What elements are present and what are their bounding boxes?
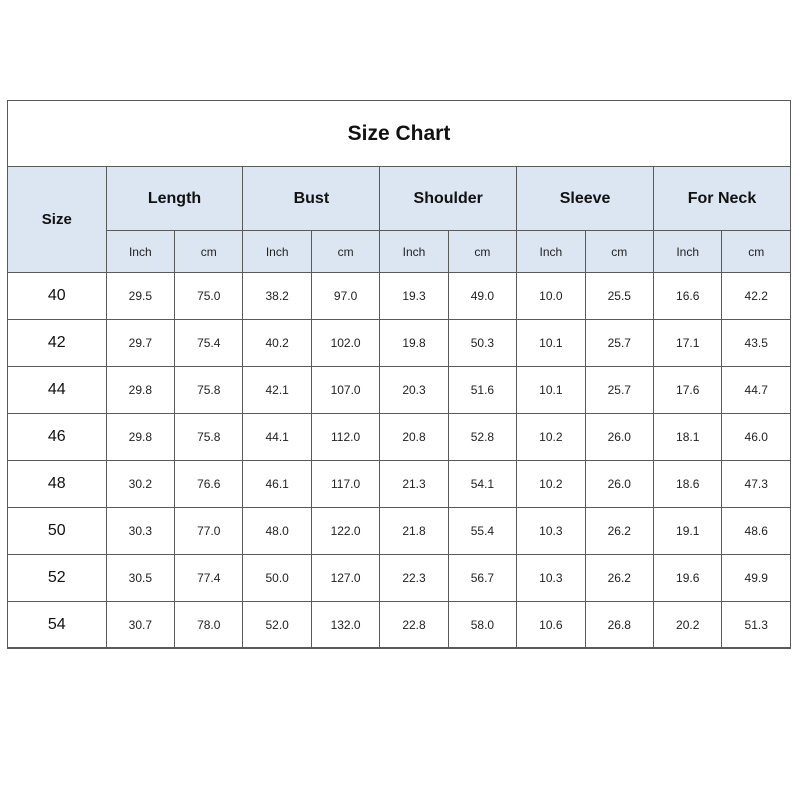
- measurement-cell: 16.6: [653, 273, 721, 320]
- chart-title: Size Chart: [8, 101, 791, 167]
- measurement-cell: 10.1: [517, 320, 585, 367]
- measurement-cell: 26.2: [585, 555, 653, 602]
- measurement-cell: 51.6: [448, 367, 516, 414]
- size-row: [8, 320, 791, 367]
- sleeve-header: Sleeve: [517, 167, 654, 231]
- measurement-cell: 26.0: [585, 461, 653, 508]
- measurement-cell: 25.5: [585, 273, 653, 320]
- measurement-cell: 75.8: [175, 414, 243, 461]
- measurement-cell: 44.1: [243, 414, 311, 461]
- for-neck-header: For Neck: [653, 167, 790, 231]
- measurement-cell: 49.9: [722, 555, 791, 602]
- measurement-cell: 10.0: [517, 273, 585, 320]
- measurement-cell: 56.7: [448, 555, 516, 602]
- unit-header-cm: cm: [722, 231, 791, 273]
- measurement-cell: 77.0: [175, 508, 243, 555]
- size-row: [8, 461, 791, 508]
- measurement-cell: 10.2: [517, 414, 585, 461]
- unit-header-inch: Inch: [106, 231, 174, 273]
- measurement-cell: 19.3: [380, 273, 448, 320]
- measurement-cell: 58.0: [448, 602, 516, 649]
- measurement-cell: 107.0: [311, 367, 379, 414]
- size-row: [8, 508, 791, 555]
- measurement-cell: 38.2: [243, 273, 311, 320]
- size-value: 46: [8, 414, 107, 461]
- measurement-cell: 17.1: [653, 320, 721, 367]
- size-row: [8, 273, 791, 320]
- measurement-cell: 42.1: [243, 367, 311, 414]
- measurement-cell: 21.3: [380, 461, 448, 508]
- measurement-cell: 52.8: [448, 414, 516, 461]
- size-value: 52: [8, 555, 107, 602]
- measurement-cell: 47.3: [722, 461, 791, 508]
- measurement-cell: 75.8: [175, 367, 243, 414]
- measurement-cell: 75.4: [175, 320, 243, 367]
- measurement-cell: 10.6: [517, 602, 585, 649]
- size-value: 50: [8, 508, 107, 555]
- unit-header-cm: cm: [175, 231, 243, 273]
- size-value: 40: [8, 273, 107, 320]
- size-row: [8, 555, 791, 602]
- measurement-cell: 29.7: [106, 320, 174, 367]
- measurement-cell: 50.0: [243, 555, 311, 602]
- size-value: 54: [8, 602, 107, 649]
- measurement-cell: 46.1: [243, 461, 311, 508]
- measurement-cell: 30.3: [106, 508, 174, 555]
- size-value: 42: [8, 320, 107, 367]
- measurement-cell: 20.8: [380, 414, 448, 461]
- measurement-cell: 21.8: [380, 508, 448, 555]
- size-chart-table: [7, 100, 791, 649]
- measurement-cell: 54.1: [448, 461, 516, 508]
- measurement-cell: 22.8: [380, 602, 448, 649]
- length-header: Length: [106, 167, 243, 231]
- measurement-cell: 18.1: [653, 414, 721, 461]
- measurement-cell: 46.0: [722, 414, 791, 461]
- measurement-cell: 75.0: [175, 273, 243, 320]
- measurement-cell: 122.0: [311, 508, 379, 555]
- measurement-cell: 127.0: [311, 555, 379, 602]
- unit-header-cm: cm: [311, 231, 379, 273]
- measurement-cell: 30.5: [106, 555, 174, 602]
- measurement-cell: 102.0: [311, 320, 379, 367]
- unit-header-cm: cm: [448, 231, 516, 273]
- measurement-cell: 30.2: [106, 461, 174, 508]
- unit-header-inch: Inch: [653, 231, 721, 273]
- measurement-cell: 20.3: [380, 367, 448, 414]
- measurement-cell: 19.1: [653, 508, 721, 555]
- measurement-cell: 19.6: [653, 555, 721, 602]
- measurement-cell: 29.8: [106, 367, 174, 414]
- measurement-cell: 40.2: [243, 320, 311, 367]
- measurement-cell: 112.0: [311, 414, 379, 461]
- measurement-cell: 26.0: [585, 414, 653, 461]
- size-value: 48: [8, 461, 107, 508]
- measurement-cell: 22.3: [380, 555, 448, 602]
- measurement-cell: 48.6: [722, 508, 791, 555]
- measurement-cell: 17.6: [653, 367, 721, 414]
- shoulder-header: Shoulder: [380, 167, 517, 231]
- measurement-cell: 10.3: [517, 508, 585, 555]
- measurement-cell: 29.8: [106, 414, 174, 461]
- unit-header-inch: Inch: [380, 231, 448, 273]
- measurement-cell: 117.0: [311, 461, 379, 508]
- unit-header-cm: cm: [585, 231, 653, 273]
- unit-header-inch: Inch: [243, 231, 311, 273]
- measurement-cell: 42.2: [722, 273, 791, 320]
- size-row: [8, 602, 791, 649]
- measurement-cell: 51.3: [722, 602, 791, 649]
- measurement-cell: 30.7: [106, 602, 174, 649]
- measurement-cell: 78.0: [175, 602, 243, 649]
- measurement-cell: 18.6: [653, 461, 721, 508]
- measurement-cell: 10.2: [517, 461, 585, 508]
- measurement-cell: 10.3: [517, 555, 585, 602]
- measurement-cell: 76.6: [175, 461, 243, 508]
- size-value: 44: [8, 367, 107, 414]
- size-row: [8, 414, 791, 461]
- measurement-cell: 29.5: [106, 273, 174, 320]
- measurement-cell: 77.4: [175, 555, 243, 602]
- measurement-cell: 44.7: [722, 367, 791, 414]
- measurement-cell: 20.2: [653, 602, 721, 649]
- measurement-cell: 132.0: [311, 602, 379, 649]
- unit-header-inch: Inch: [517, 231, 585, 273]
- measurement-cell: 26.2: [585, 508, 653, 555]
- measurement-cell: 52.0: [243, 602, 311, 649]
- measurement-cell: 43.5: [722, 320, 791, 367]
- measurement-cell: 55.4: [448, 508, 516, 555]
- measurement-cell: 25.7: [585, 320, 653, 367]
- measurement-cell: 50.3: [448, 320, 516, 367]
- size-row: [8, 367, 791, 414]
- measurement-cell: 10.1: [517, 367, 585, 414]
- measurement-cell: 49.0: [448, 273, 516, 320]
- measurement-cell: 19.8: [380, 320, 448, 367]
- bust-header: Bust: [243, 167, 380, 231]
- size-column-header: Size: [8, 167, 107, 273]
- measurement-cell: 97.0: [311, 273, 379, 320]
- measurement-cell: 48.0: [243, 508, 311, 555]
- measurement-cell: 25.7: [585, 367, 653, 414]
- measurement-cell: 26.8: [585, 602, 653, 649]
